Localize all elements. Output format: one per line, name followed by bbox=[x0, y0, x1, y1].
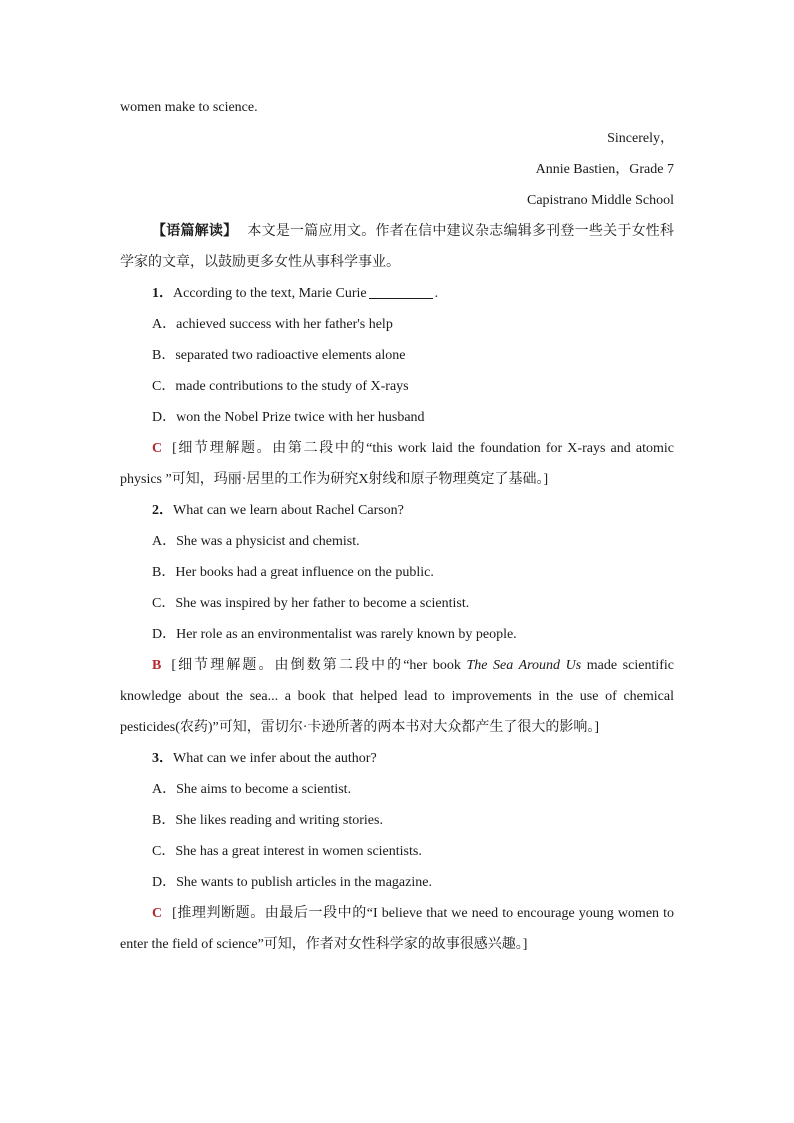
option-b: B．Her books had a great influence on the public. bbox=[152, 565, 434, 580]
question-stem-end: . bbox=[434, 286, 439, 301]
question-1 bbox=[120, 278, 674, 495]
option-d: D．Her role as an environmentalist was rarely known by people. bbox=[152, 627, 517, 642]
option-b: B．separated two radioactive elements alone bbox=[152, 348, 406, 363]
option-d: D．She wants to publish articles in the magazine. bbox=[152, 875, 432, 890]
analysis-text: 本文是一篇应用文。作者在信中建议杂志编辑多刊登一些关于女性科学家的文章，以鼓励更多女性从事科学事业。 bbox=[120, 223, 675, 270]
answer-explanation bbox=[120, 898, 674, 960]
answer-letter: C bbox=[152, 441, 163, 456]
signature-school: Capistrano Middle School bbox=[527, 193, 674, 208]
letter-tail-text: women make to science. bbox=[120, 100, 258, 115]
passage-analysis bbox=[120, 216, 674, 278]
option-a: A．She was a physicist and chemist. bbox=[152, 534, 360, 549]
question-number: 3． bbox=[152, 751, 173, 766]
option-c: C．She has a great interest in women scientists. bbox=[152, 844, 422, 859]
question-stem-text: According to the text, Marie Curie bbox=[173, 286, 367, 301]
option-c: C．She was inspired by her father to become a scientist. bbox=[152, 596, 470, 611]
option-c: C．made contributions to the study of X-rays bbox=[152, 379, 409, 394]
option-b: B．She likes reading and writing stories. bbox=[152, 813, 383, 828]
option-d: D．won the Nobel Prize twice with her husband bbox=[152, 410, 425, 425]
explanation-text: [推理判断题。由最后一段中的“I believe that we need to encourage young women to enter the field of science”可知，作者对女性科学家的故事很感兴趣。] bbox=[120, 906, 674, 952]
analysis-tag: 【语篇解读】 bbox=[152, 223, 238, 239]
question-number: 2． bbox=[152, 503, 173, 518]
question-stem bbox=[120, 278, 674, 309]
answer-letter: B bbox=[152, 658, 162, 673]
book-title: The Sea Around Us bbox=[466, 658, 582, 673]
explanation-text-start: [细节理解题。由倒数第二段中的“her book bbox=[171, 658, 467, 673]
letter-closing: Sincerely， bbox=[607, 131, 674, 146]
question-number: 1． bbox=[152, 286, 173, 301]
question-stem-text: What can we infer about the author? bbox=[173, 751, 377, 766]
question-stem bbox=[120, 743, 674, 774]
question-stem bbox=[120, 495, 674, 526]
explanation-text-end: made scientific knowledge about the sea... a book that helped lead to improvements in the use of chemical pesticides(农药)”可知，雷切尔·卡逊所著的两本书对大众都产生了很大的影响。] bbox=[120, 658, 674, 735]
option-a: A．achieved success with her father's help bbox=[152, 317, 393, 332]
explanation-text: [细节理解题。由第二段中的“this work laid the foundation for X-rays and atomic physics ”可知，玛丽·居里的工作为研究X射线和原子物理奠定了基础。] bbox=[120, 441, 674, 487]
answer-explanation bbox=[120, 650, 674, 743]
option-a: A．She aims to become a scientist. bbox=[152, 782, 352, 797]
question-stem-text: What can we learn about Rachel Carson? bbox=[173, 503, 404, 518]
document-page bbox=[120, 92, 674, 960]
question-3 bbox=[120, 743, 674, 960]
signature-name: Annie Bastien，Grade 7 bbox=[535, 162, 674, 177]
question-2 bbox=[120, 495, 674, 743]
answer-explanation bbox=[120, 433, 674, 495]
fill-in-blank bbox=[369, 282, 433, 299]
answer-letter: C bbox=[152, 906, 163, 921]
